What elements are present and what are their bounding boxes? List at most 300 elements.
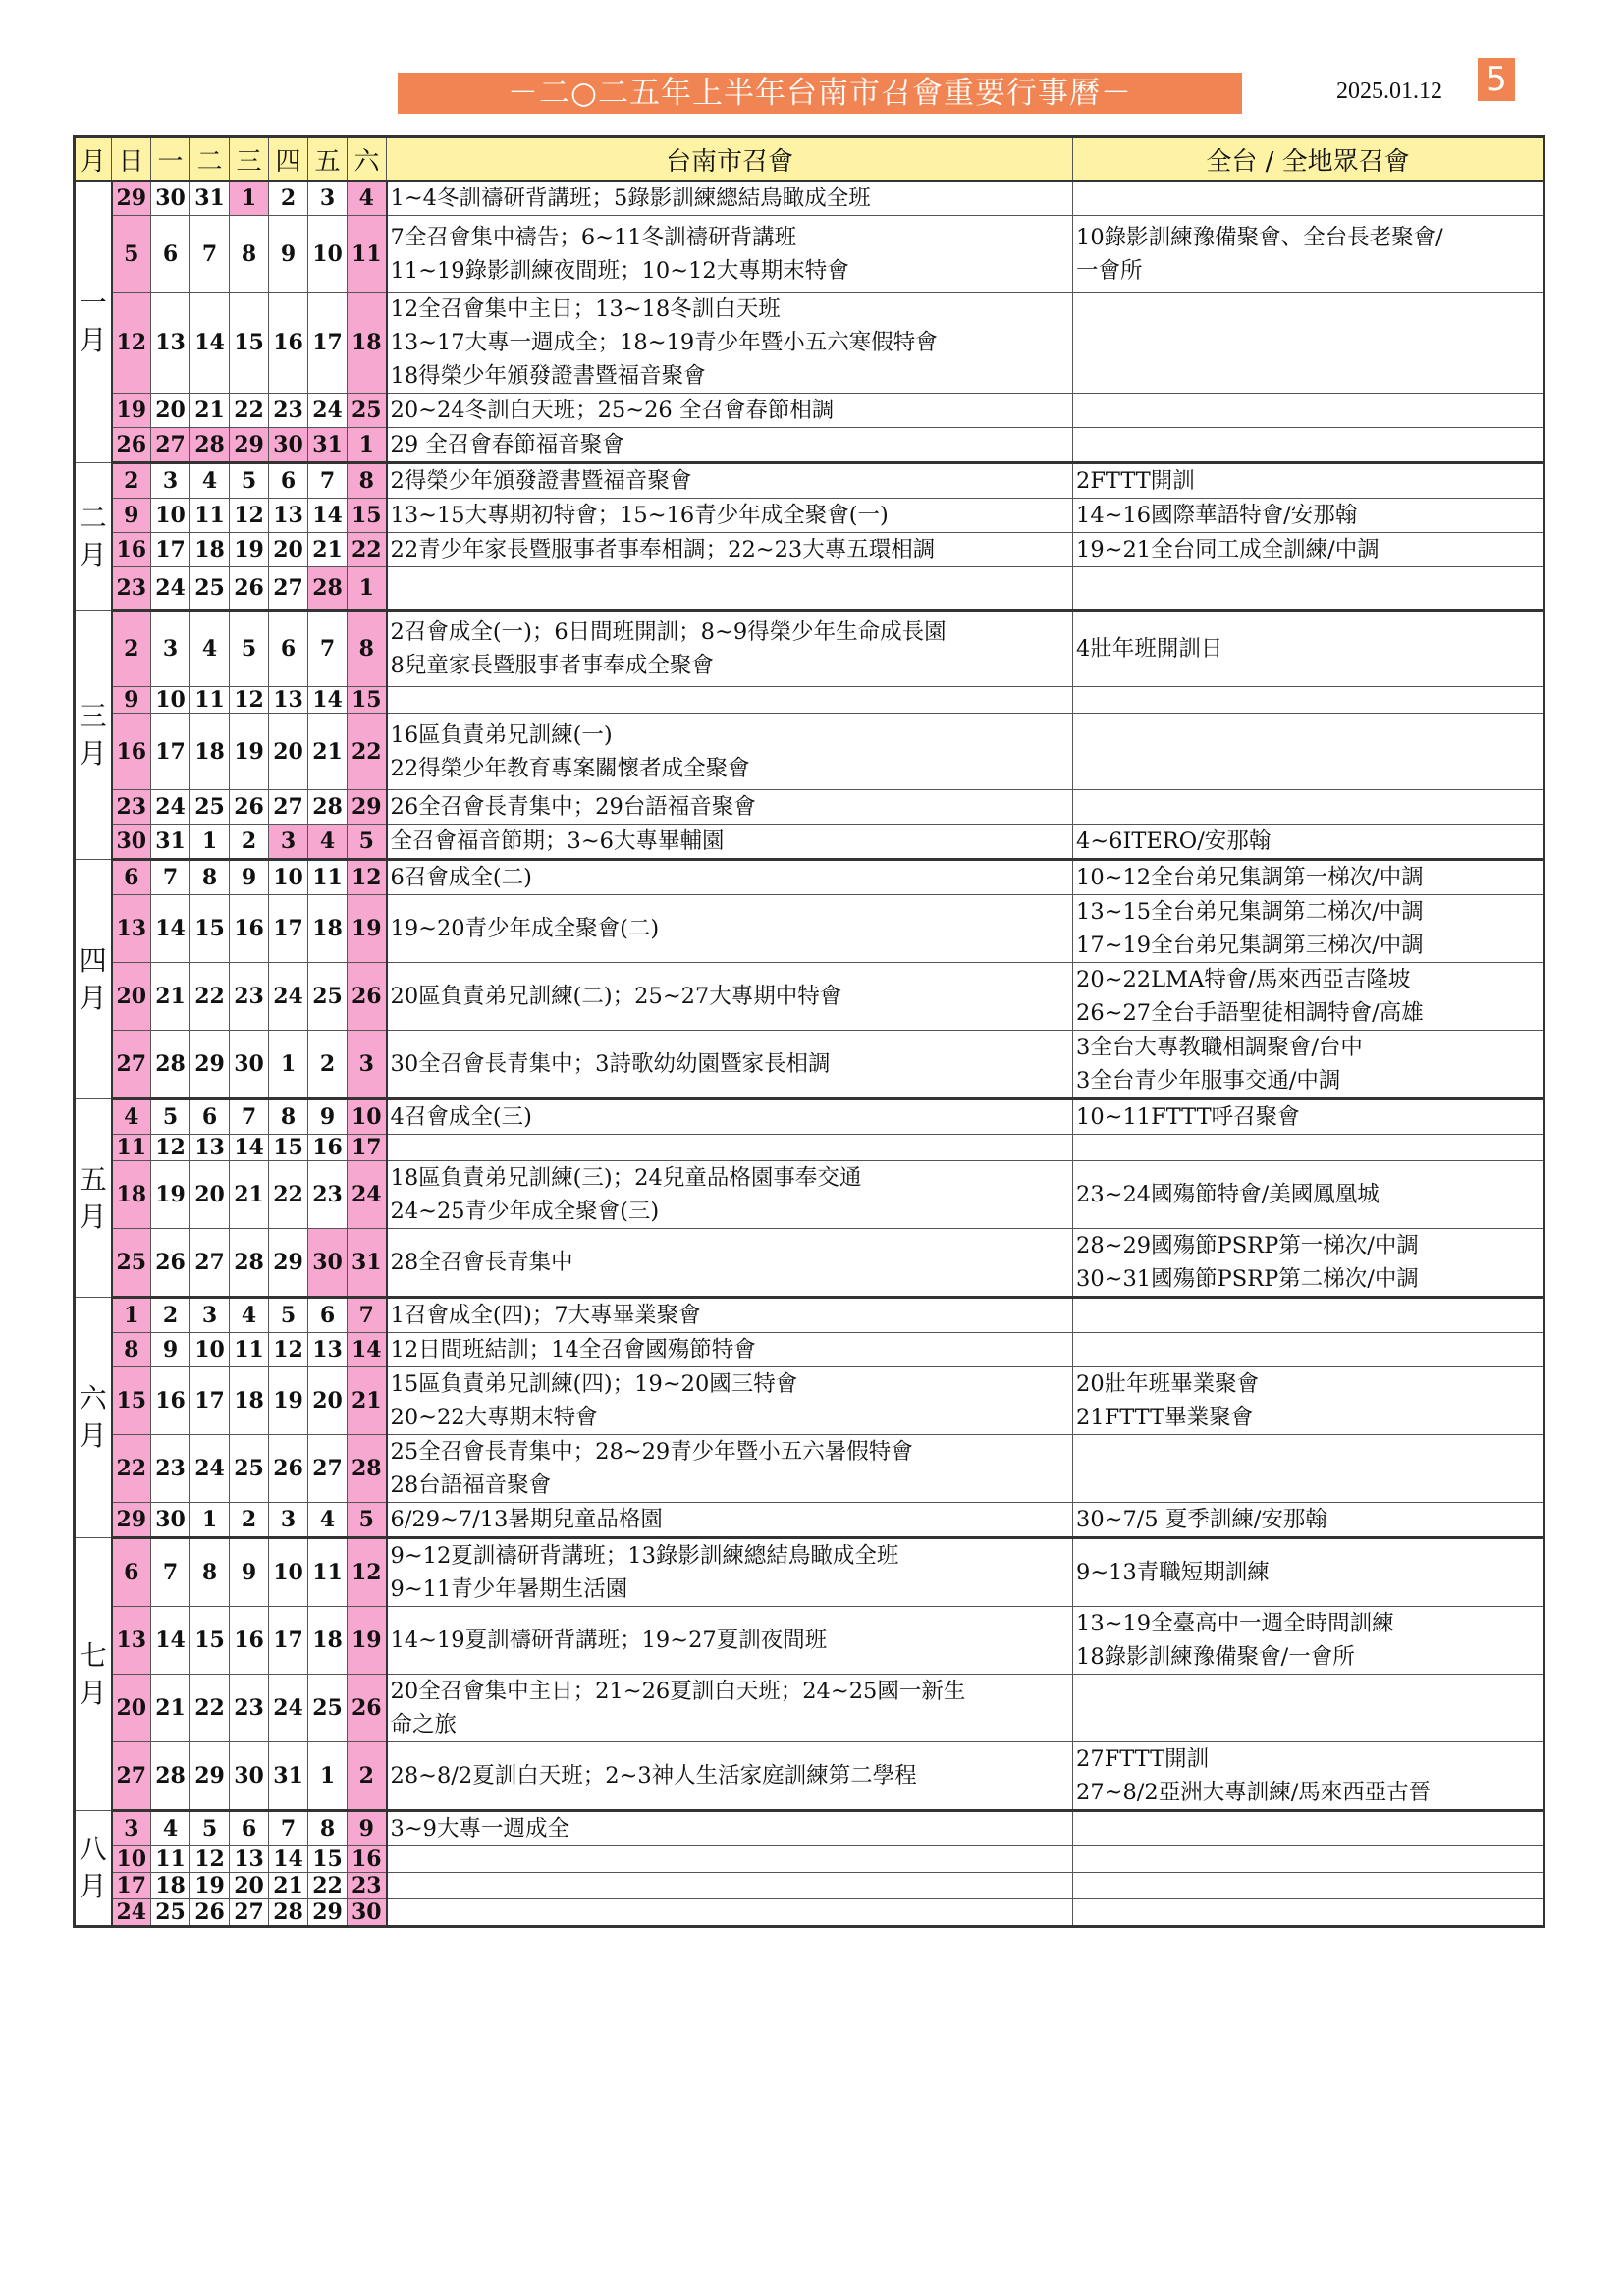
day-cell-sat: 31: [348, 1229, 387, 1298]
national-events-cell: [1073, 1031, 1544, 1099]
national-event-line: 30~7/5 夏季訓練/安那翰: [1076, 1507, 1327, 1532]
day-cell-wed: 22: [230, 394, 269, 428]
national-events-cell: [1073, 1607, 1544, 1675]
tainan-event-line: 20全召會集中主日；21~26夏訓白天班；24~25國一新生: [390, 1679, 966, 1704]
week-row: [75, 860, 1544, 895]
national-event-line: 20壯年班畢業聚會: [1076, 1371, 1260, 1397]
day-cell-sat: 10: [348, 1099, 387, 1135]
national-event-line: 14~16國際華語特會/安那翰: [1076, 503, 1358, 528]
week-row: [75, 825, 1544, 860]
day-cell-sat: 22: [348, 714, 387, 790]
tainan-event-line: 7全召會集中禱告；6~11冬訓禱研背講班: [390, 224, 797, 250]
day-cell-mon: 9: [151, 1333, 190, 1367]
tainan-events-cell: [387, 1229, 1073, 1298]
tainan-event-line: 11~19錄影訓練夜間班；10~12大專期末特會: [390, 257, 849, 284]
tainan-event-line: 19~20青少年成全聚會(二): [390, 916, 660, 941]
day-cell-fri: 24: [308, 394, 348, 428]
tainan-event-line: 9~11青少年暑期生活園: [390, 1576, 628, 1602]
national-event-line: 3全台大專教職相調聚會/台中: [1076, 1035, 1363, 1060]
day-cell-wed: 15: [230, 293, 269, 394]
day-cell-sun: 2: [112, 611, 151, 687]
national-event-line: 9~13青職短期訓練: [1076, 1560, 1270, 1585]
day-cell-thu: 27: [269, 790, 308, 825]
day-cell-thu: 27: [269, 567, 308, 611]
month-label: [75, 463, 112, 611]
tainan-events-cell: [387, 567, 1073, 611]
tainan-event-line: 26全召會長青集中；29台語福音聚會: [390, 794, 756, 820]
day-cell-sat: 28: [348, 1435, 387, 1503]
day-cell-sun: 8: [112, 1333, 151, 1367]
tainan-event-line: 1~4冬訓禱研背講班；5錄影訓練總結鳥瞰成全班: [390, 186, 871, 211]
day-cell-fri: 28: [308, 790, 348, 825]
day-cell-wed: 16: [230, 895, 269, 963]
day-cell-thu: 13: [269, 499, 308, 533]
day-cell-tue: 6: [190, 1099, 230, 1135]
week-row: [75, 1031, 1544, 1099]
day-cell-thu: 31: [269, 1742, 308, 1811]
day-cell-tue: 15: [190, 1607, 230, 1675]
day-cell-sun: 6: [112, 1538, 151, 1607]
national-event-line: 23~24國殤節特會/美國鳳凰城: [1076, 1182, 1380, 1207]
day-cell-sun: 23: [112, 567, 151, 611]
tainan-event-line: 28~8/2夏訓白天班；2~3神人生活家庭訓練第二學程: [390, 1763, 917, 1789]
week-row: [75, 1846, 1544, 1873]
day-cell-fri: 2: [308, 1031, 348, 1099]
month-label-char: 月: [79, 736, 107, 770]
day-cell-mon: 3: [151, 611, 190, 687]
day-cell-tue: 25: [190, 790, 230, 825]
week-row: [75, 394, 1544, 428]
day-cell-fri: 7: [308, 463, 348, 499]
national-event-line: 4~6ITERO/安那翰: [1076, 828, 1272, 854]
day-cell-tue: 14: [190, 293, 230, 394]
day-cell-mon: 6: [151, 216, 190, 293]
day-cell-sat: 12: [348, 1538, 387, 1607]
day-cell-mon: 21: [151, 963, 190, 1031]
day-cell-tue: 11: [190, 687, 230, 714]
month-label-char: 月: [79, 324, 107, 356]
day-cell-sun: 2: [112, 463, 151, 499]
tainan-column-header: 台南市召會: [387, 137, 1073, 182]
national-event-line: 28~29國殤節PSRP第一梯次/中調: [1076, 1233, 1419, 1258]
tainan-events-cell: [387, 1099, 1073, 1135]
day-cell-sun: 9: [112, 687, 151, 714]
day-cell-thu: 1: [269, 1031, 308, 1099]
day-cell-fri: 18: [308, 1607, 348, 1675]
day-cell-mon: 10: [151, 499, 190, 533]
day-cell-sun: 23: [112, 790, 151, 825]
day-cell-fri: 6: [308, 1298, 348, 1333]
day-cell-sun: 18: [112, 1161, 151, 1229]
day-cell-thu: 3: [269, 1503, 308, 1538]
day-cell-wed: 6: [230, 1811, 269, 1846]
tainan-events-cell: [387, 1333, 1073, 1367]
day-cell-sat: 19: [348, 1607, 387, 1675]
day-cell-tue: 22: [190, 963, 230, 1031]
day-cell-wed: 19: [230, 533, 269, 567]
day-cell-sat: 8: [348, 463, 387, 499]
day-cell-mon: 12: [151, 1135, 190, 1161]
national-event-line: 30~31國殤節PSRP第二梯次/中調: [1076, 1266, 1419, 1292]
day-cell-fri: 15: [308, 1846, 348, 1873]
day-cell-sat: 2: [348, 1742, 387, 1811]
day-cell-fri: 22: [308, 1873, 348, 1899]
week-row: [75, 1873, 1544, 1899]
day-cell-sun: 22: [112, 1435, 151, 1503]
weekday-header-wed: 三: [230, 137, 269, 182]
week-row: [75, 216, 1544, 293]
weekday-header-mon: 一: [151, 137, 190, 182]
day-cell-fri: 25: [308, 1675, 348, 1742]
national-events-cell: [1073, 394, 1544, 428]
day-cell-mon: 16: [151, 1367, 190, 1435]
day-cell-tue: 17: [190, 1367, 230, 1435]
week-row: [75, 1435, 1544, 1503]
day-cell-sun: 4: [112, 1099, 151, 1135]
day-cell-tue: 15: [190, 895, 230, 963]
day-cell-sat: 15: [348, 687, 387, 714]
week-row: [75, 533, 1544, 567]
day-cell-sat: 25: [348, 394, 387, 428]
day-cell-mon: 26: [151, 1229, 190, 1298]
day-cell-tue: 28: [190, 428, 230, 463]
national-event-line: 21FTTT畢業聚會: [1076, 1405, 1254, 1430]
day-cell-wed: 19: [230, 714, 269, 790]
tainan-events-cell: [387, 825, 1073, 860]
national-events-cell: [1073, 1811, 1544, 1846]
tainan-event-line: 12日間班結訓；14全召會國殤節特會: [390, 1337, 756, 1362]
day-cell-tue: 1: [190, 825, 230, 860]
day-cell-fri: 13: [308, 1333, 348, 1367]
day-cell-thu: 21: [269, 1873, 308, 1899]
day-cell-mon: 20: [151, 394, 190, 428]
day-cell-fri: 27: [308, 1435, 348, 1503]
day-cell-wed: 5: [230, 611, 269, 687]
tainan-event-line: 1召會成全(四)；7大專畢業聚會: [390, 1303, 701, 1328]
tainan-event-line: 18得榮少年頒發證書暨福音聚會: [390, 363, 706, 389]
day-cell-tue: 13: [190, 1135, 230, 1161]
month-label-char: 月: [79, 1870, 107, 1902]
day-cell-sat: 1: [348, 428, 387, 463]
week-row: [75, 1538, 1544, 1607]
tainan-events-cell: [387, 1607, 1073, 1675]
day-cell-fri: 25: [308, 963, 348, 1031]
national-event-line: 13~19全臺高中一週全時間訓練: [1076, 1611, 1394, 1636]
day-cell-thu: 29: [269, 1229, 308, 1298]
day-cell-mon: 7: [151, 860, 190, 895]
day-cell-thu: 8: [269, 1099, 308, 1135]
month-label: [75, 1298, 112, 1538]
day-cell-tue: 20: [190, 1161, 230, 1229]
month-label-char: 二: [79, 501, 107, 534]
national-events-cell: [1073, 463, 1544, 499]
tainan-event-line: 9~12夏訓禱研背講班；13錄影訓練總結鳥瞰成全班: [390, 1543, 899, 1569]
day-cell-sun: 3: [112, 1811, 151, 1846]
day-cell-tue: 11: [190, 499, 230, 533]
national-events-cell: [1073, 1503, 1544, 1538]
day-cell-sat: 11: [348, 216, 387, 293]
national-events-cell: [1073, 687, 1544, 714]
national-event-line: 27FTTT開訓: [1076, 1746, 1210, 1772]
tainan-event-line: 28台語福音聚會: [390, 1472, 552, 1498]
day-cell-thu: 15: [269, 1135, 308, 1161]
national-events-cell: [1073, 714, 1544, 790]
tainan-event-line: 命之旅: [390, 1712, 458, 1737]
day-cell-sat: 5: [348, 825, 387, 860]
day-cell-fri: 23: [308, 1161, 348, 1229]
day-cell-sat: 3: [348, 1031, 387, 1099]
day-cell-wed: 9: [230, 860, 269, 895]
day-cell-sat: 23: [348, 1873, 387, 1899]
national-events-cell: [1073, 1846, 1544, 1873]
day-cell-sat: 30: [348, 1899, 387, 1927]
day-cell-sun: 10: [112, 1846, 151, 1873]
week-row: [75, 963, 1544, 1031]
day-cell-thu: 16: [269, 293, 308, 394]
tainan-events-cell: [387, 1503, 1073, 1538]
day-cell-sat: 26: [348, 1675, 387, 1742]
day-cell-fri: 29: [308, 1899, 348, 1927]
week-row: [75, 1229, 1544, 1298]
day-cell-mon: 24: [151, 567, 190, 611]
tainan-events-cell: [387, 463, 1073, 499]
national-events-cell: [1073, 499, 1544, 533]
month-label-char: 月: [79, 1676, 107, 1709]
day-cell-wed: 1: [230, 181, 269, 216]
day-cell-mon: 13: [151, 293, 190, 394]
week-row: [75, 1742, 1544, 1811]
month-label-char: 八: [79, 1833, 107, 1866]
weekday-header-sat: 六: [348, 137, 387, 182]
day-cell-sat: 7: [348, 1298, 387, 1333]
month-label-char: 月: [79, 538, 107, 571]
day-cell-fri: 30: [308, 1229, 348, 1298]
tainan-event-line: 3~9大專一週成全: [390, 1816, 569, 1842]
day-cell-mon: 27: [151, 428, 190, 463]
day-cell-wed: 12: [230, 687, 269, 714]
day-cell-thu: 10: [269, 1538, 308, 1607]
day-cell-thu: 5: [269, 1298, 308, 1333]
day-cell-thu: 6: [269, 611, 308, 687]
day-cell-thu: 9: [269, 216, 308, 293]
week-row: [75, 1675, 1544, 1742]
day-cell-wed: 18: [230, 1367, 269, 1435]
day-cell-tue: 4: [190, 611, 230, 687]
day-cell-thu: 30: [269, 428, 308, 463]
day-cell-wed: 23: [230, 963, 269, 1031]
day-cell-thu: 20: [269, 533, 308, 567]
tainan-events-cell: [387, 1161, 1073, 1229]
day-cell-mon: 21: [151, 1675, 190, 1742]
day-cell-thu: 2: [269, 181, 308, 216]
day-cell-thu: 7: [269, 1811, 308, 1846]
day-cell-mon: 31: [151, 825, 190, 860]
tainan-events-cell: [387, 1675, 1073, 1742]
national-event-line: 一會所: [1076, 257, 1143, 284]
day-cell-sat: 14: [348, 1333, 387, 1367]
day-cell-thu: 26: [269, 1435, 308, 1503]
day-cell-tue: 29: [190, 1742, 230, 1811]
national-events-cell: [1073, 790, 1544, 825]
month-label-char: 月: [79, 1419, 107, 1452]
day-cell-fri: 18: [308, 895, 348, 963]
day-cell-mon: 5: [151, 1099, 190, 1135]
day-cell-fri: 17: [308, 293, 348, 394]
national-event-line: 2FTTT開訓: [1076, 468, 1195, 494]
day-cell-mon: 2: [151, 1298, 190, 1333]
day-cell-sat: 21: [348, 1367, 387, 1435]
day-cell-sun: 19: [112, 394, 151, 428]
day-cell-mon: 17: [151, 714, 190, 790]
day-cell-sun: 27: [112, 1742, 151, 1811]
day-cell-mon: 17: [151, 533, 190, 567]
national-event-line: 17~19全台弟兄集調第三梯次/中調: [1076, 933, 1424, 958]
weekday-header-thu: 四: [269, 137, 308, 182]
national-event-line: 10~11FTTT呼召聚會: [1076, 1104, 1300, 1130]
national-event-line: 10~12全台弟兄集調第一梯次/中調: [1076, 865, 1424, 890]
national-events-cell: [1073, 860, 1544, 895]
day-cell-sun: 6: [112, 860, 151, 895]
day-cell-mon: 25: [151, 1899, 190, 1927]
month-label: [75, 1538, 112, 1811]
day-cell-fri: 9: [308, 1099, 348, 1135]
day-cell-mon: 19: [151, 1161, 190, 1229]
day-cell-sat: 15: [348, 499, 387, 533]
week-row: [75, 428, 1544, 463]
month-label-char: 月: [79, 1200, 107, 1233]
national-events-cell: [1073, 1229, 1544, 1298]
month-column-header: 月: [75, 137, 112, 182]
day-cell-sat: 12: [348, 860, 387, 895]
national-events-cell: [1073, 1675, 1544, 1742]
day-cell-sun: 9: [112, 499, 151, 533]
day-cell-fri: 21: [308, 533, 348, 567]
day-cell-fri: 16: [308, 1135, 348, 1161]
week-row: [75, 1333, 1544, 1367]
day-cell-sat: 18: [348, 293, 387, 394]
tainan-events-cell: [387, 714, 1073, 790]
day-cell-mon: 30: [151, 181, 190, 216]
national-event-line: 3全台青少年服事交通/中調: [1076, 1068, 1341, 1094]
tainan-event-line: 14~19夏訓禱研背講班；19~27夏訓夜間班: [390, 1628, 828, 1653]
day-cell-tue: 27: [190, 1229, 230, 1298]
day-cell-thu: 6: [269, 463, 308, 499]
tainan-event-line: 2得榮少年頒發證書暨福音聚會: [390, 468, 692, 494]
tainan-events-cell: [387, 293, 1073, 394]
week-row: [75, 1135, 1544, 1161]
day-cell-wed: 23: [230, 1675, 269, 1742]
day-cell-tue: 8: [190, 1538, 230, 1607]
month-label-char: 七: [79, 1638, 107, 1672]
day-cell-sat: 22: [348, 533, 387, 567]
day-cell-wed: 21: [230, 1161, 269, 1229]
week-row: [75, 1298, 1544, 1333]
month-label: [75, 1811, 112, 1927]
month-label-char: 一: [79, 287, 107, 320]
day-cell-tue: 29: [190, 1031, 230, 1099]
national-events-cell: [1073, 895, 1544, 963]
day-cell-sun: 1: [112, 1298, 151, 1333]
day-cell-sun: 26: [112, 428, 151, 463]
day-cell-sun: 29: [112, 1503, 151, 1538]
national-events-cell: [1073, 1135, 1544, 1161]
national-events-cell: [1073, 1099, 1544, 1135]
day-cell-tue: 26: [190, 1899, 230, 1927]
day-cell-mon: 3: [151, 463, 190, 499]
day-cell-wed: 26: [230, 790, 269, 825]
day-cell-tue: 19: [190, 1873, 230, 1899]
national-events-cell: [1073, 428, 1544, 463]
tainan-event-line: 29 全召會春節福音聚會: [390, 432, 624, 457]
day-cell-mon: 18: [151, 1873, 190, 1899]
national-event-line: 4壯年班開訓日: [1076, 636, 1223, 662]
national-event-line: 26~27全台手語聖徒相調特會/高雄: [1076, 1000, 1424, 1026]
calendar-table: [73, 135, 1545, 1928]
tainan-events-cell: [387, 1367, 1073, 1435]
day-cell-wed: 9: [230, 1538, 269, 1607]
day-cell-sun: 11: [112, 1135, 151, 1161]
day-cell-wed: 13: [230, 1846, 269, 1873]
day-cell-tue: 18: [190, 714, 230, 790]
day-cell-fri: 4: [308, 1503, 348, 1538]
day-cell-tue: 25: [190, 567, 230, 611]
national-events-cell: [1073, 181, 1544, 216]
day-cell-wed: 7: [230, 1099, 269, 1135]
day-cell-wed: 2: [230, 1503, 269, 1538]
day-cell-thu: 10: [269, 860, 308, 895]
day-cell-tue: 7: [190, 216, 230, 293]
day-cell-fri: 20: [308, 1367, 348, 1435]
tainan-event-line: 13~15大專期初特會；15~16青少年成全聚會(一): [390, 503, 889, 528]
day-cell-wed: 12: [230, 499, 269, 533]
day-cell-thu: 12: [269, 1333, 308, 1367]
page-title: －二○二五年上半年台南市召會重要行事曆－: [398, 73, 1242, 114]
day-cell-thu: 17: [269, 895, 308, 963]
day-cell-tue: 22: [190, 1675, 230, 1742]
day-cell-sat: 19: [348, 895, 387, 963]
day-cell-sun: 17: [112, 1873, 151, 1899]
day-cell-sat: 29: [348, 790, 387, 825]
day-cell-mon: 11: [151, 1846, 190, 1873]
day-cell-sun: 13: [112, 1607, 151, 1675]
tainan-event-line: 22得榮少年教育專案關懷者成全聚會: [390, 755, 750, 781]
day-cell-wed: 26: [230, 567, 269, 611]
day-cell-mon: 14: [151, 1607, 190, 1675]
week-row: [75, 1811, 1544, 1846]
day-cell-fri: 1: [308, 1742, 348, 1811]
day-cell-fri: 4: [308, 825, 348, 860]
national-events-cell: [1073, 1538, 1544, 1607]
issue-date: 2025.01.12: [1336, 79, 1442, 104]
day-cell-fri: 14: [308, 687, 348, 714]
week-row: [75, 1099, 1544, 1135]
month-label: [75, 860, 112, 1099]
tainan-events-cell: [387, 1873, 1073, 1899]
day-cell-wed: 8: [230, 216, 269, 293]
week-row: [75, 567, 1544, 611]
day-cell-sat: 24: [348, 1161, 387, 1229]
weekday-header-tue: 二: [190, 137, 230, 182]
tainan-events-cell: [387, 394, 1073, 428]
day-cell-thu: 24: [269, 963, 308, 1031]
day-cell-sat: 16: [348, 1846, 387, 1873]
month-label-char: 三: [79, 699, 107, 732]
tainan-event-line: 22青少年家長暨服事者事奉相調；22~23大專五環相調: [390, 537, 936, 562]
tainan-events-cell: [387, 216, 1073, 293]
day-cell-tue: 31: [190, 181, 230, 216]
week-row: [75, 293, 1544, 394]
day-cell-sat: 4: [348, 181, 387, 216]
